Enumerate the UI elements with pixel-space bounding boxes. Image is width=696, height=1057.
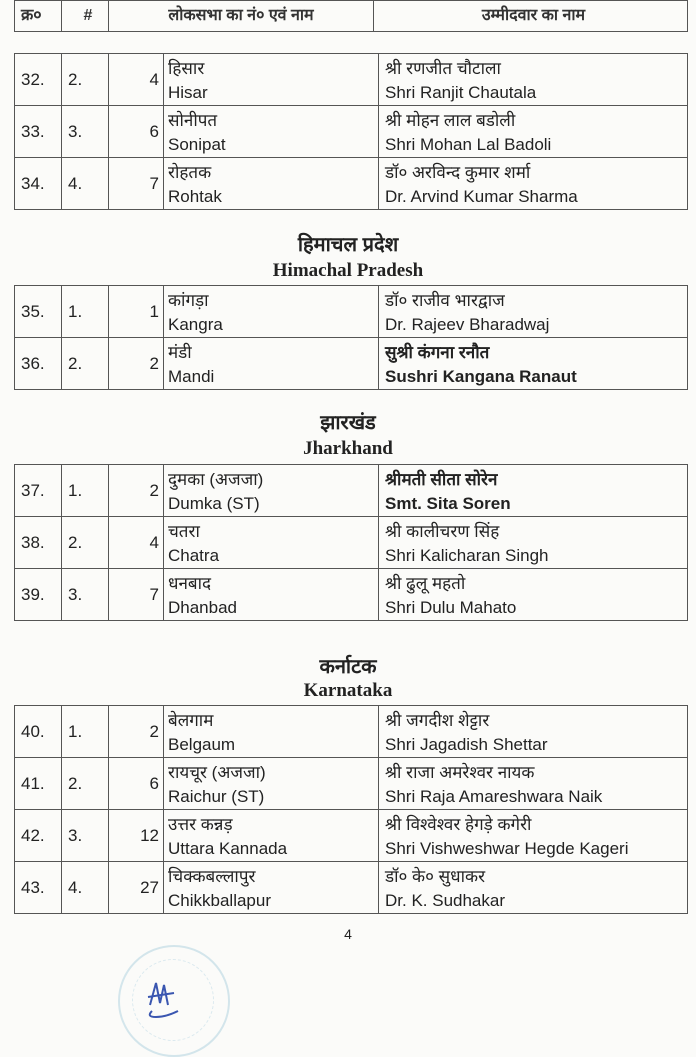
candidate-table-haryana [14, 53, 688, 210]
seat-number-cell: 6 [109, 106, 164, 158]
constituency-hindi: धनबाद [168, 573, 212, 593]
constituency-hindi: कांगड़ा [168, 290, 209, 310]
candidate-cell [379, 862, 688, 914]
header-hash: # [62, 1, 109, 32]
page-number: 4 [344, 926, 352, 942]
constituency-english: Belgaum [168, 734, 236, 754]
index-cell: 4. [62, 862, 109, 914]
constituency-hindi: सोनीपत [168, 110, 218, 130]
candidate-cell [379, 517, 688, 569]
constituency-hindi: रायचूर (अजजा) [168, 762, 266, 782]
constituency-english: Raichur (ST) [168, 786, 265, 806]
index-cell: 1. [62, 465, 109, 517]
table-row [15, 517, 688, 569]
constituency-cell [164, 465, 379, 517]
constituency-english: Sonipat [168, 134, 226, 154]
seat-number-cell: 27 [109, 862, 164, 914]
table-row [15, 106, 688, 158]
candidate-english: Shri Mohan Lal Badoli [385, 134, 552, 154]
candidate-hindi: श्री राजा अमरेश्वर नायक [385, 762, 535, 782]
signature-icon [140, 975, 190, 1020]
state-title-hindi-karnataka: कर्नाटक [319, 656, 377, 678]
constituency-cell [164, 517, 379, 569]
serial-cell: 32. [15, 54, 62, 106]
candidate-hindi: श्री कालीचरण सिंह [385, 521, 500, 541]
table-row [15, 758, 688, 810]
table-row [15, 54, 688, 106]
table-row [15, 286, 688, 338]
candidate-english: Sushri Kangana Ranaut [385, 366, 577, 386]
index-cell: 2. [62, 338, 109, 390]
seat-number-cell: 2 [109, 338, 164, 390]
candidate-hindi: श्री रणजीत चौटाला [385, 58, 501, 78]
candidate-english: Shri Jagadish Shettar [385, 734, 548, 754]
index-cell: 3. [62, 569, 109, 621]
candidate-hindi: डॉ० अरविन्द कुमार शर्मा [385, 162, 531, 182]
candidate-cell [379, 54, 688, 106]
index-cell: 3. [62, 810, 109, 862]
serial-cell: 35. [15, 286, 62, 338]
table-row [15, 810, 688, 862]
table-row [15, 862, 688, 914]
index-cell: 1. [62, 286, 109, 338]
constituency-cell [164, 286, 379, 338]
seat-number-cell: 6 [109, 758, 164, 810]
candidate-cell [379, 810, 688, 862]
table-row [15, 465, 688, 517]
constituency-english: Dhanbad [168, 597, 238, 617]
state-title-english-jharkhand: Jharkhand [303, 438, 393, 459]
seat-number-cell: 4 [109, 54, 164, 106]
candidate-hindi: श्री जगदीश शेट्टार [385, 710, 490, 730]
candidate-hindi: श्रीमती सीता सोरेन [385, 469, 498, 489]
serial-cell: 36. [15, 338, 62, 390]
seat-number-cell: 4 [109, 517, 164, 569]
index-cell: 2. [62, 54, 109, 106]
candidate-english: Dr. Arvind Kumar Sharma [385, 186, 578, 206]
index-cell: 4. [62, 158, 109, 210]
table-row [15, 338, 688, 390]
candidate-english: Smt. Sita Soren [385, 493, 511, 513]
candidate-english: Shri Dulu Mahato [385, 597, 517, 617]
candidate-hindi: श्री मोहन लाल बडोली [385, 110, 516, 130]
candidate-hindi: सुश्री कंगना रनौत [385, 342, 490, 362]
constituency-cell [164, 54, 379, 106]
candidate-english: Dr. Rajeev Bharadwaj [385, 314, 550, 334]
constituency-english: Dumka (ST) [168, 493, 260, 513]
seat-number-cell: 7 [109, 158, 164, 210]
index-cell: 3. [62, 106, 109, 158]
constituency-hindi: बेलगाम [168, 710, 214, 730]
constituency-english: Hisar [168, 82, 208, 102]
candidate-english: Dr. K. Sudhakar [385, 890, 506, 910]
constituency-hindi: चिक्कबल्लापुर [168, 866, 256, 886]
candidate-cell [379, 569, 688, 621]
constituency-cell [164, 106, 379, 158]
serial-cell: 33. [15, 106, 62, 158]
seat-number-cell: 2 [109, 706, 164, 758]
table-row [15, 706, 688, 758]
serial-cell: 34. [15, 158, 62, 210]
header-candidate: उम्मीदवार का नाम [374, 1, 688, 32]
candidate-cell [379, 758, 688, 810]
constituency-english: Mandi [168, 366, 215, 386]
candidate-english: Shri Kalicharan Singh [385, 545, 549, 565]
candidate-cell [379, 338, 688, 390]
constituency-cell [164, 810, 379, 862]
header-serial: क्र० [15, 1, 62, 32]
index-cell: 2. [62, 517, 109, 569]
state-title-english-karnataka: Karnataka [303, 680, 393, 701]
seat-number-cell: 1 [109, 286, 164, 338]
candidate-english: Shri Vishweshwar Hegde Kageri [385, 838, 629, 858]
table-row [15, 569, 688, 621]
candidate-cell [379, 158, 688, 210]
candidate-hindi: श्री ढुलू महतो [385, 573, 466, 593]
constituency-hindi: रोहतक [168, 162, 212, 182]
constituency-english: Chikkballapur [168, 890, 271, 910]
state-title-hindi-himachal: हिमाचल प्रदेश [297, 234, 399, 256]
serial-cell: 38. [15, 517, 62, 569]
constituency-hindi: दुमका (अजजा) [168, 469, 264, 489]
constituency-cell [164, 862, 379, 914]
constituency-hindi: मंडी [168, 342, 192, 362]
candidate-table-himachal [14, 285, 688, 390]
table-row [15, 158, 688, 210]
index-cell: 1. [62, 706, 109, 758]
serial-cell: 43. [15, 862, 62, 914]
seat-number-cell: 12 [109, 810, 164, 862]
candidate-cell [379, 286, 688, 338]
state-title-english-himachal: Himachal Pradesh [272, 260, 424, 281]
constituency-cell [164, 158, 379, 210]
seat-number-cell: 2 [109, 465, 164, 517]
candidate-cell [379, 706, 688, 758]
serial-cell: 40. [15, 706, 62, 758]
candidate-english: Shri Ranjit Chautala [385, 82, 537, 102]
constituency-cell [164, 338, 379, 390]
constituency-hindi: हिसार [168, 58, 205, 78]
constituency-cell [164, 706, 379, 758]
candidate-hindi: डॉ० राजीव भारद्वाज [385, 290, 505, 310]
candidate-english: Shri Raja Amareshwara Naik [385, 786, 603, 806]
candidate-table-jharkhand [14, 464, 688, 621]
state-title-hindi-jharkhand: झारखंड [320, 412, 376, 434]
candidate-table-karnataka [14, 705, 688, 914]
constituency-english: Rohtak [168, 186, 222, 206]
serial-cell: 37. [15, 465, 62, 517]
serial-cell: 39. [15, 569, 62, 621]
column-header-table [14, 0, 688, 32]
candidate-hindi: श्री विश्वेश्वर हेगड़े कगेरी [385, 814, 532, 834]
constituency-cell [164, 758, 379, 810]
candidate-hindi: डॉ० के० सुधाकर [385, 866, 486, 886]
candidate-cell [379, 106, 688, 158]
serial-cell: 41. [15, 758, 62, 810]
constituency-cell [164, 569, 379, 621]
constituency-english: Uttara Kannada [168, 838, 288, 858]
serial-cell: 42. [15, 810, 62, 862]
constituency-english: Kangra [168, 314, 223, 334]
constituency-hindi: चतरा [168, 521, 200, 541]
constituency-hindi: उत्तर कन्नड़ [168, 814, 233, 834]
constituency-english: Chatra [168, 545, 220, 565]
candidate-cell [379, 465, 688, 517]
header-constituency: लोकसभा का नं० एवं नाम [109, 1, 374, 32]
seat-number-cell: 7 [109, 569, 164, 621]
index-cell: 2. [62, 758, 109, 810]
